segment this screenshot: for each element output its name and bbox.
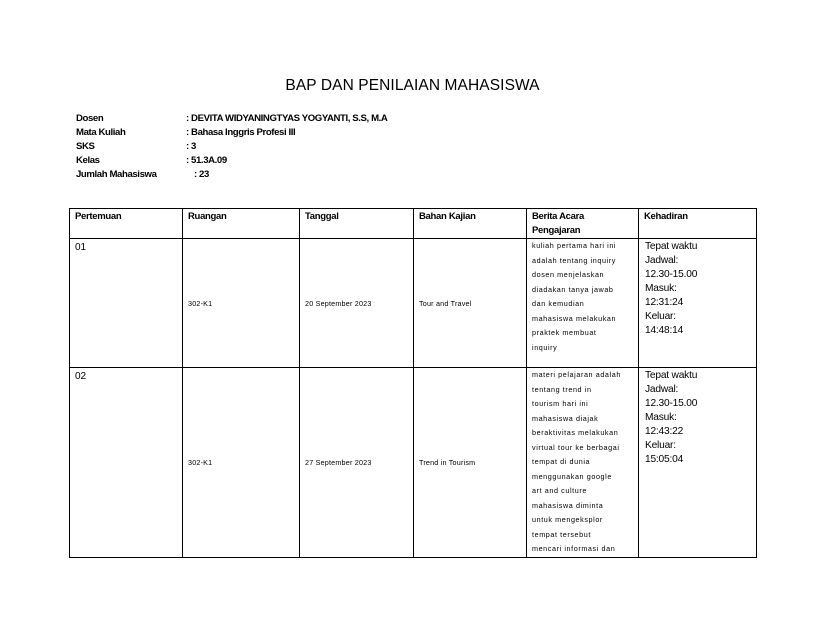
berita-line: mahasiswa melakukan: [532, 313, 617, 323]
column-header-tanggal: Tanggal: [300, 209, 414, 239]
meta-label: Kelas: [76, 155, 100, 166]
course-info: [76, 112, 387, 182]
berita-line: beraktivitas melakukan: [532, 428, 619, 437]
cell-kehadiran: [639, 239, 757, 368]
cell-pertemuan: 01: [70, 239, 183, 368]
berita-line: mencari informasi dan: [532, 544, 616, 553]
meta-value: : 23: [194, 169, 209, 180]
meta-value: : DEVITA WIDYANINGTYAS YOGYANTI, S.S, M.A: [186, 113, 388, 124]
berita-line: untuk mengeksplor: [532, 515, 603, 524]
table-row: [70, 239, 757, 368]
cell-kehadiran: [639, 368, 757, 558]
kehadiran-line: Masuk:: [645, 412, 677, 423]
table-row: [70, 368, 757, 558]
kehadiran-line: Keluar:: [645, 311, 676, 322]
cell-ruangan: 302-K1: [183, 239, 300, 368]
kehadiran-line: 12:43:22: [645, 426, 684, 437]
meta-label: Jumlah Mahasiswa: [76, 169, 157, 180]
kehadiran-line: Masuk:: [645, 283, 677, 294]
berita-line: dan kemudian: [532, 299, 585, 308]
berita-line: tempat di dunia: [532, 457, 591, 466]
berita-line: tentang trend in: [532, 384, 592, 394]
kehadiran-line: Jadwal:: [645, 384, 679, 395]
meta-label: Mata Kuliah: [76, 127, 126, 138]
bap-table: [69, 208, 757, 558]
berita-line: tempat tersebut: [532, 529, 591, 539]
berita-line: praktek membuat: [532, 328, 597, 337]
cell-bahan-kajian: Trend in Tourism: [414, 368, 527, 558]
cell-bahan-kajian: Tour and Travel: [414, 239, 527, 368]
meta-row-jumlah-mahasiswa: [76, 168, 387, 182]
meta-label: SKS: [76, 141, 95, 152]
cell-tanggal: 20 September 2023: [300, 239, 414, 368]
berita-line: diadakan tanya jawab: [532, 284, 614, 294]
berita-line: inquiry: [532, 342, 558, 352]
table-header-row: [70, 209, 757, 239]
meta-value: : 3: [186, 141, 196, 152]
kehadiran-line: 15:05:04: [645, 454, 684, 465]
berita-line: menggunakan google: [532, 471, 612, 481]
berita-line: virtual tour ke berbagai: [532, 442, 620, 452]
kehadiran-line: 12:31:24: [645, 297, 684, 308]
column-header-berita-acara: Berita Acara Pengajaran: [527, 209, 639, 239]
meta-value: : Bahasa Inggris Profesi III: [186, 127, 296, 138]
kehadiran-line: 12.30-15.00: [645, 398, 698, 409]
page-title: BAP DAN PENILAIAN MAHASISWA: [285, 77, 540, 94]
column-header-bahan-kajian: Bahan Kajian: [414, 209, 527, 239]
berita-line: dosen menjelaskan: [532, 270, 605, 279]
cell-tanggal: 27 September 2023: [300, 368, 414, 558]
meta-row-sks: [76, 140, 387, 154]
kehadiran-line: Tepat waktu: [645, 370, 698, 381]
berita-line: kuliah pertama hari ini: [532, 241, 617, 250]
cell-ruangan: 302-K1: [183, 368, 300, 558]
column-header-pertemuan: Pertemuan: [70, 209, 183, 239]
berita-line: materi pelajaran adalah: [532, 370, 621, 379]
column-header-kehadiran: Kehadiran: [639, 209, 757, 239]
meta-value: : 51.3A.09: [186, 155, 227, 166]
meta-row-dosen: [76, 112, 387, 126]
kehadiran-line: 14:48:14: [645, 325, 684, 336]
meta-row-mata-kuliah: [76, 126, 387, 140]
berita-line: tourism hari ini: [532, 399, 589, 408]
berita-line: mahasiswa diminta: [532, 500, 604, 510]
kehadiran-line: Keluar:: [645, 440, 676, 451]
meta-label: Dosen: [76, 113, 104, 124]
kehadiran-line: Tepat waktu: [645, 241, 698, 252]
cell-pertemuan: 02: [70, 368, 183, 558]
cell-berita-acara: [527, 239, 639, 368]
column-header-ruangan: Ruangan: [183, 209, 300, 239]
kehadiran-line: 12.30-15.00: [645, 269, 698, 280]
berita-line: mahasiswa diajak: [532, 413, 599, 423]
berita-line: art and culture: [532, 486, 587, 495]
berita-line: adalah tentang inquiry: [532, 255, 616, 265]
meta-row-kelas: [76, 154, 387, 168]
cell-berita-acara: [527, 368, 639, 558]
kehadiran-line: Jadwal:: [645, 255, 679, 266]
